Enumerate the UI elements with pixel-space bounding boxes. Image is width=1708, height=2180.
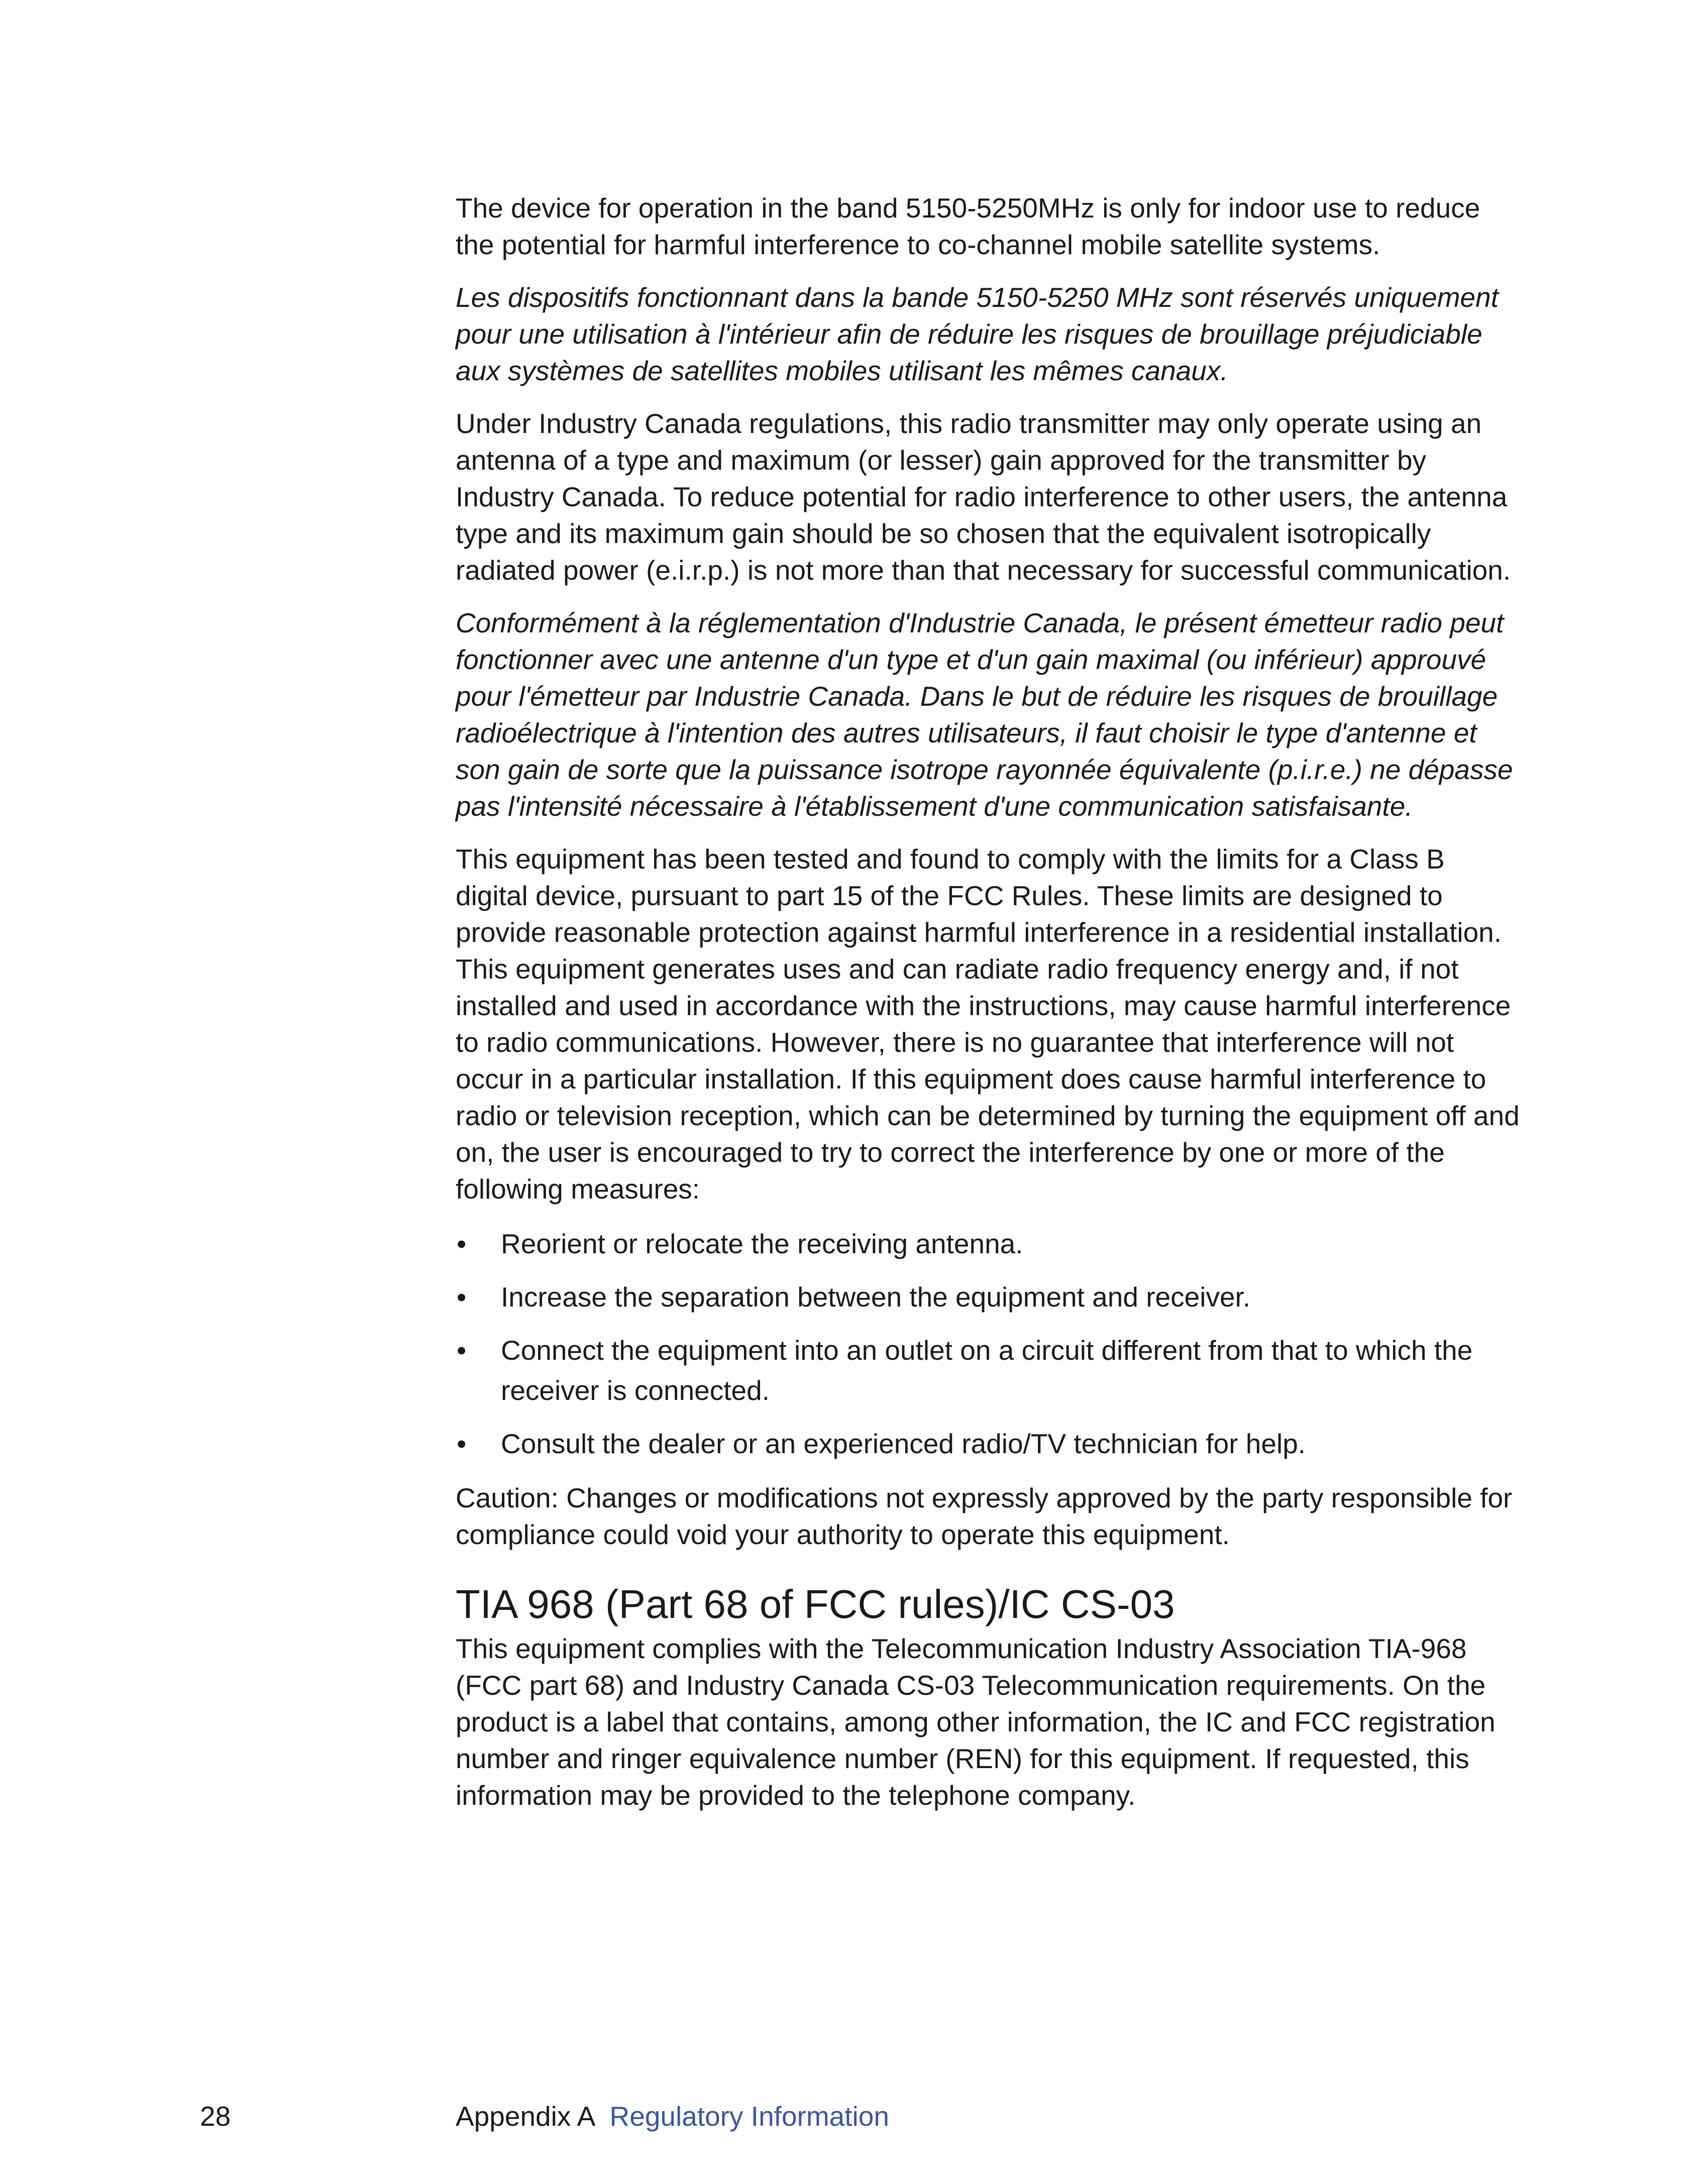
page-number: 28 [200,2101,231,2132]
section-body-paragraph: This equipment complies with the Telecommunication Industry Association TIA-968 (FCC part 68) and Industry Canada CS-03 Telecommunication requirements. On the product is a label that contains, among other information, the IC and FCC registration number and ringer equivalence number (REN) for this equipment. If requested, this information may be provided to the telephone company. [456,1633,1496,1811]
list-item [456,1224,1521,1264]
industry-canada-paragraph: Under Industry Canada regulations, this radio transmitter may only operate using an antenna of a type and maximum (or lesser) gain approved for the transmitter by Industry Canada. To reduce potential for radio interference to other users, the antenna type and its maximum gain should be so chosen that the equivalent isotropically radiated power (e.i.r.p.) is not more than that necessary for successful communication. [456,408,1511,586]
indoor-use-paragraph-french: Les dispositifs fonctionnant dans la bande 5150-5250 MHz sont réservés uniquement pour une utilisation à l'intérieur afin de réduire les risques de brouillage préjudiciable aux systèmes de satellites mobiles utilisant les mêmes canaux. [456,282,1499,386]
interference-measures-list [456,1224,1521,1464]
caution-paragraph: Caution: Changes or modifications not expressly approved by the party responsible for compliance could void your authority to operate this equipment. [456,1482,1513,1550]
industry-canada-paragraph-french: Conformément à la réglementation d'Industrie Canada, le présent émetteur radio peut fonctionner avec une antenne d'un type et d'un gain maximal (ou inférieur) approuvé pour l'émetteur par Industrie Canada. Dans le but de réduire les risques de brouillage radioélectrique à l'intention des autres utilisateurs, il faut choisir le type d'antenne et son gain de sorte que la puissance isotrope rayonnée équivalente (p.i.r.e.) ne dépasse pas l'intensité nécessaire à l'établissement d'une communication satisfaisante. [456,607,1513,822]
page-content [456,190,1521,1830]
list-item-text: Increase the separation between the equipment and receiver. [501,1281,1251,1313]
fcc-class-b-paragraph: This equipment has been tested and found to comply with the limits for a Class B digital device, pursuant to part 15 of the FCC Rules. These limits are designed to provide reasonable protection against harmful interference in a residential installation. This equipment generates uses and can radiate radio frequency energy and, if not installed and used in accordance with the instructions, may cause harmful interference to radio communications. However, there is no guarantee that interference will not occur in a particular installation. If this equipment does cause harmful interference to radio or television reception, which can be determined by turning the equipment off and on, the user is encouraged to try to correct the interference by one or more of the following measures: [456,843,1520,1205]
list-item-text: Reorient or relocate the receiving antenna. [501,1228,1023,1259]
bullet-icon: • [457,1335,467,1366]
list-item [456,1330,1521,1410]
indoor-use-paragraph: The device for operation in the band 5150-5250MHz is only for indoor use to reduce the potential for harmful interference to co-channel mobile satellite systems. [456,192,1480,260]
section-heading: TIA 968 (Part 68 of FCC rules)/IC CS-03 [456,1582,1175,1626]
appendix-label: Appendix A [456,2101,594,2132]
bullet-icon: • [457,1281,467,1313]
list-item [456,1277,1521,1317]
bullet-icon: • [457,1428,467,1459]
list-item-text: Consult the dealer or an experienced radio/TV technician for help. [501,1428,1306,1459]
footer-appendix [456,2099,889,2134]
appendix-title-link[interactable]: Regulatory Information [609,2101,889,2132]
list-item-text: Connect the equipment into an outlet on a circuit different from that to which the receiver is connected. [501,1335,1473,1406]
list-item [456,1424,1521,1464]
bullet-icon: • [457,1228,467,1259]
